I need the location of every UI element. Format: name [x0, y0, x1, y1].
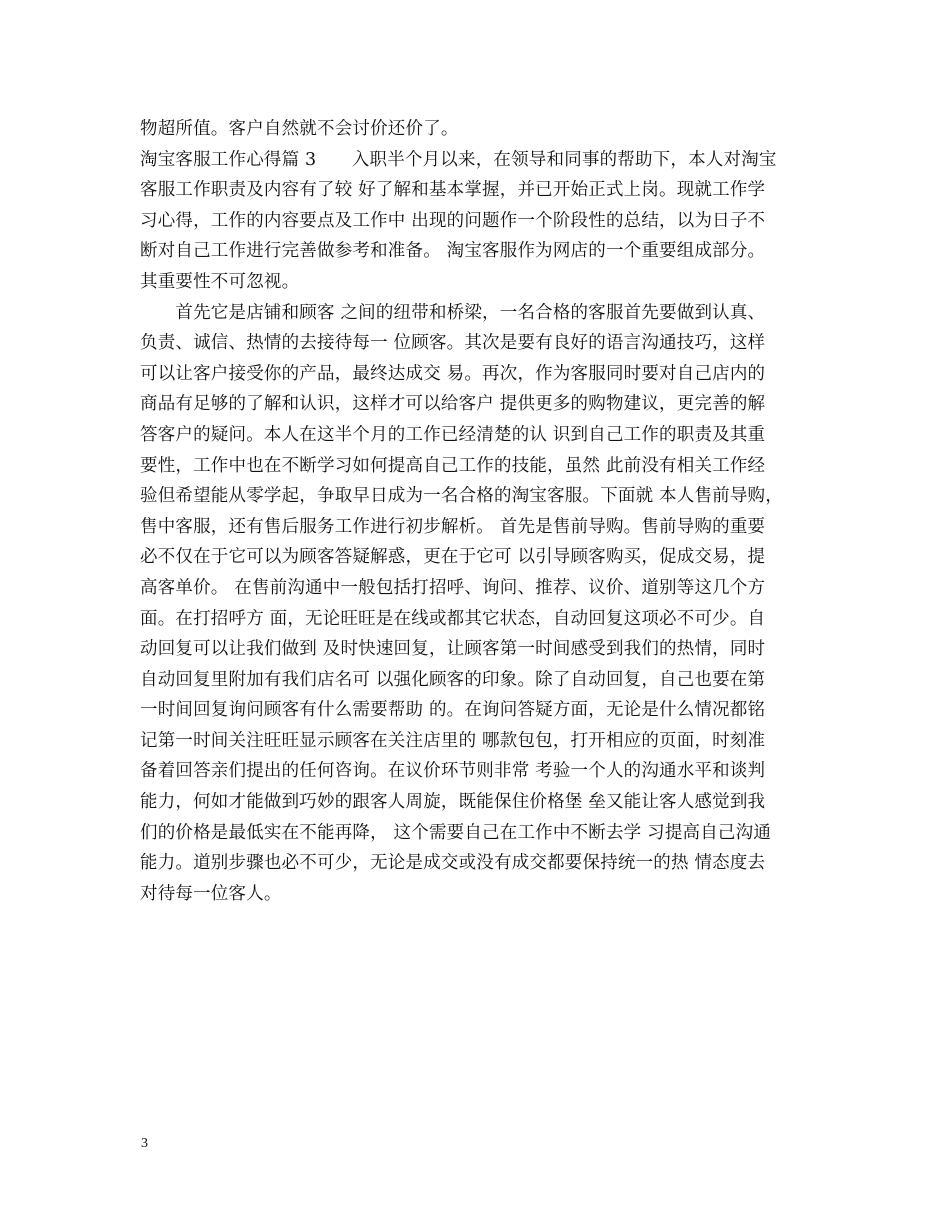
text-line: 们的价格是最低实在不能再降， 这个需要自己在工作中不断去学 习提高自己沟通 — [140, 822, 772, 843]
text-line: 客服工作职责及内容有了较 好了解和基本掌握，并已开始正式上岗。现就工作学 — [140, 180, 766, 201]
text-line: 答客户的疑问。本人在这半个月的工作已经清楚的认 识到自己工作的职责及其重 — [140, 424, 766, 445]
text-line: 自动回复里附加有我们店名可 以强化顾客的印象。除了自动回复，自己也要在第 — [140, 669, 766, 690]
text-line: 能力，何如才能做到巧妙的跟客人周旋，既能保住价格堡 垒又能让客人感觉到我 — [140, 792, 766, 813]
text-line: 售中客服，还有售后服务工作进行初步解析。 首先是售前导购。售前导购的重要 — [140, 516, 766, 537]
text-line: 负责、诚信、热情的去接待每一 位顾客。其次是要有良好的语言沟通技巧，这样 — [140, 333, 766, 354]
text-line: 一时间回复询问顾客有什么需要帮助 的。在询问答疑方面，无论是什么情况都铭 — [140, 700, 766, 721]
body-text — [140, 114, 830, 909]
text-line: 其重要性不可忽视。 — [140, 271, 300, 292]
text-line: 备着回答亲们提出的任何咨询。在议价环节则非常 考验一个人的沟通水平和谈判 — [140, 761, 766, 782]
text-line: 记第一时间关注旺旺显示顾客在关注店里的 哪款包包，打开相应的页面，时刻准 — [140, 730, 766, 751]
text-line: 习心得，工作的内容要点及工作中 出现的问题作一个阶段性的总结，以为日子不 — [140, 210, 766, 231]
text-line: 淘宝客服工作心得篇 3 入职半个月以来，在领导和同事的帮助下，本人对淘宝 — [140, 149, 777, 170]
text-line: 验但希望能从零学起，争取早日成为一名合格的淘宝客服。下面就 本人售前导购， — [140, 486, 783, 507]
text-line: 必不仅在于它可以为顾客答疑解惑，更在于它可 以引导顾客购买，促成交易，提 — [140, 547, 766, 568]
text-line: 面。在打招呼方 面，无论旺旺是在线或都其它状态，自动回复这项必不可少。自 — [140, 608, 766, 629]
text-line: 对待每一位客人。 — [140, 883, 282, 904]
text-line: 物超所值。客户自然就不会讨价还价了。 — [140, 119, 459, 139]
text-line: 首先它是店铺和顾客 之间的纽带和桥梁，一名合格的客服首先要做到认真、 — [140, 302, 766, 323]
text-line: 要性，工作中也在不断学习如何提高自己工作的技能，虽然 此前没有相关工作经 — [140, 455, 766, 476]
text-line: 商品有足够的了解和认识，这样才可以给客户 提供更多的购物建议，更完善的解 — [140, 394, 766, 415]
text-line: 可以让客户接受你的产品，最终达成交 易。再次，作为客服同时要对自己店内的 — [140, 363, 766, 384]
text-line: 能力。道别步骤也必不可少，无论是成交或没有成交都要保持统一的热 情态度去 — [140, 853, 766, 874]
page-number: 3 — [141, 1136, 148, 1151]
text-line: 动回复可以让我们做到 及时快速回复，让顾客第一时间感受到我们的热情，同时 — [140, 639, 766, 660]
text-line: 高客单价。 在售前沟通中一般包括打招呼、询问、推荐、议价、道别等这几个方 — [140, 577, 766, 598]
text-line: 断对自己工作进行完善做参考和准备。 淘宝客服作为网店的一个重要组成部分。 — [140, 241, 766, 262]
